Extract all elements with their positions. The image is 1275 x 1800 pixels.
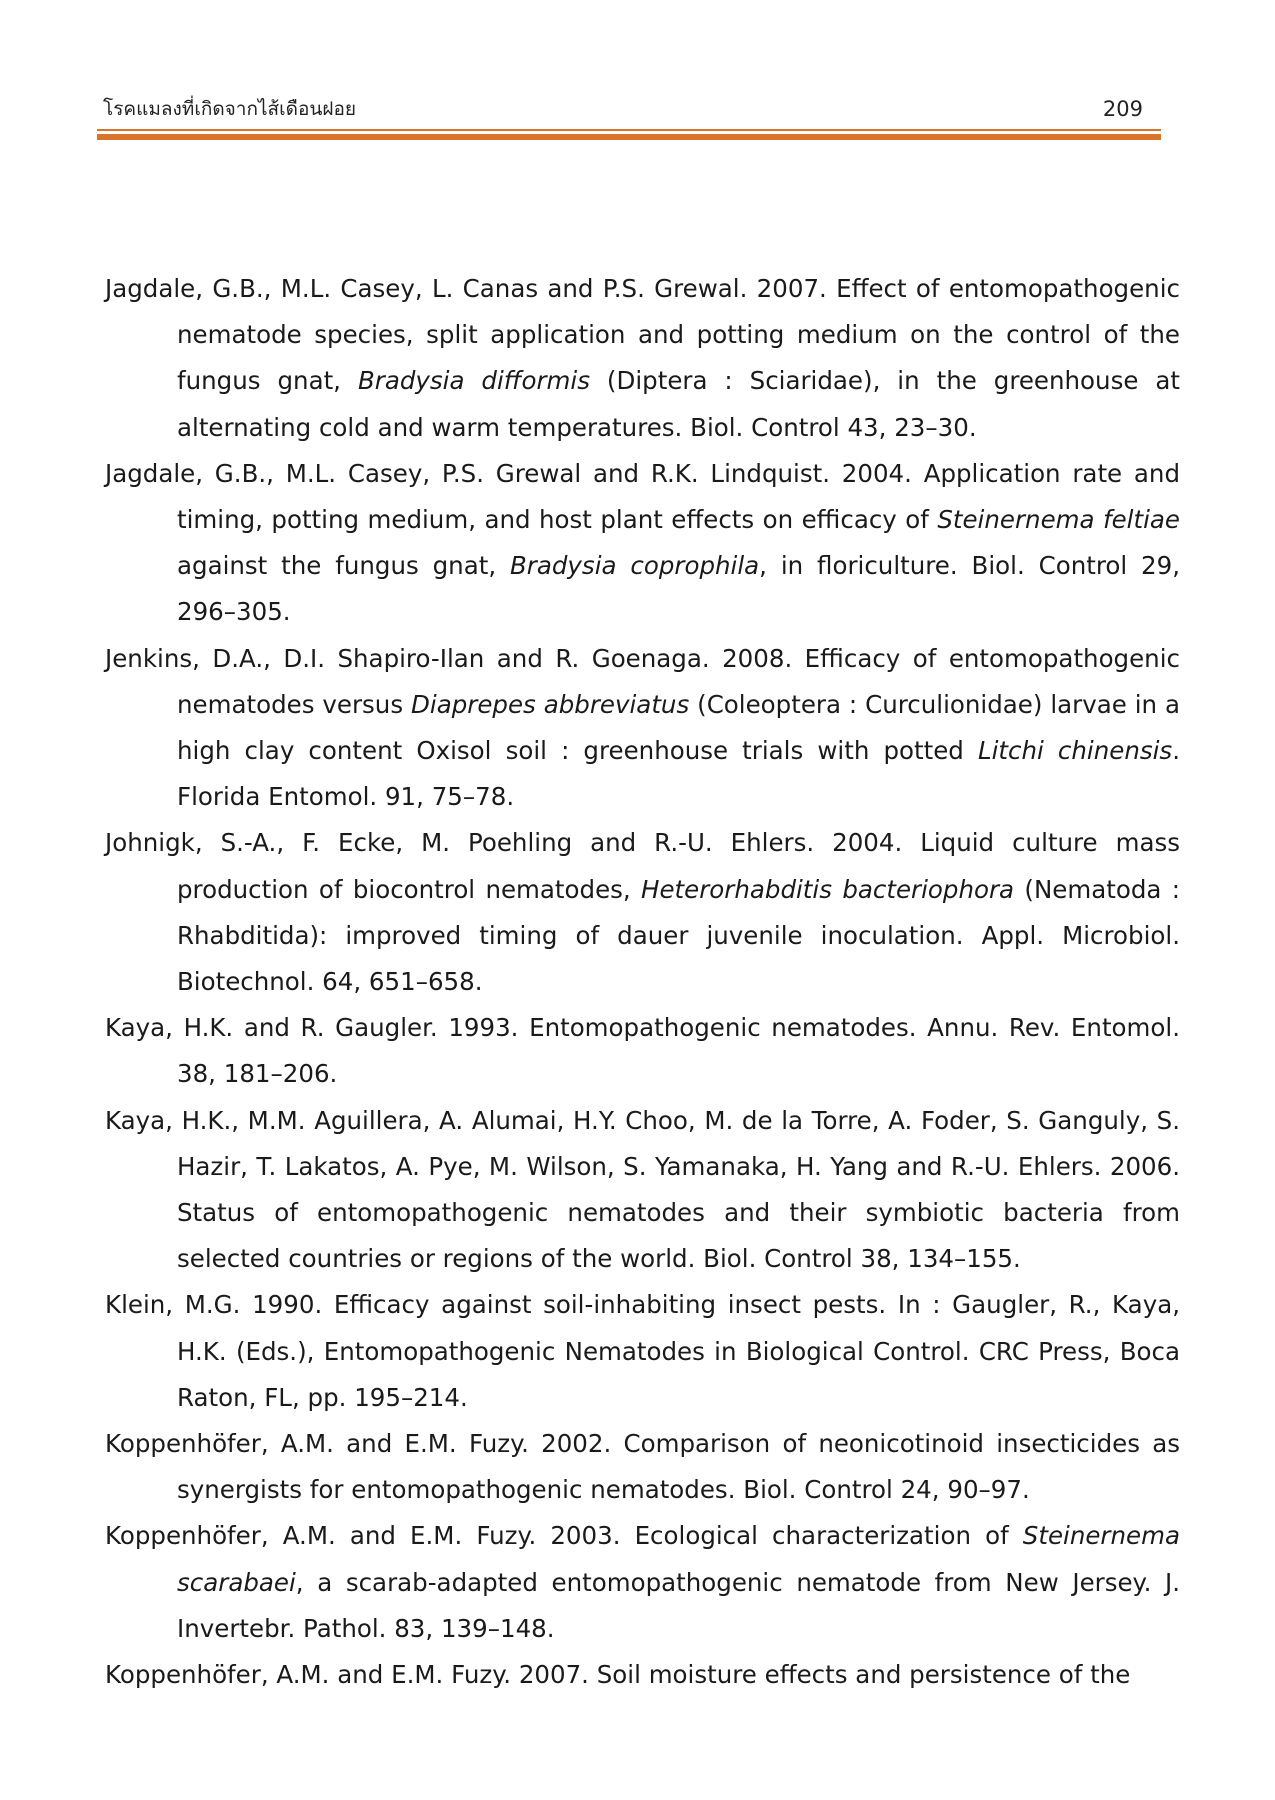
reference-entry <box>105 1652 1180 1698</box>
reference-entry <box>105 1005 1180 1097</box>
running-title: โรคแมลงที่เกิดจากไส้เดือนฝอย <box>103 98 357 120</box>
species-name: Bradysia coprophila <box>509 551 760 581</box>
reference-entry <box>105 1282 1180 1421</box>
page-number: 209 <box>1102 97 1143 121</box>
running-header <box>103 95 1143 127</box>
reference-text: (Diptera : Sciaridae), in the greenhouse at alternating cold and warm temperatures. Biol. Control 43, 23–30. <box>177 366 1180 442</box>
reference-text: , a scarab-adapted entomopathogenic nematode from New Jersey. J. Invertebr. Pathol. 83, 139–148. <box>177 1567 1180 1643</box>
reference-list <box>105 266 1180 1698</box>
reference-text: Jagdale, G.B., M.L. Casey, L. Canas and P.S. Grewal. 2007. Effect of entomopathogenic nematode species, split application and potting medium on the control of the fungus gnat, <box>105 274 1180 396</box>
species-name: Steinernema scarabaei <box>177 1521 1180 1597</box>
species-name: Diaprepes abbreviatus <box>411 689 690 719</box>
reference-entry <box>105 266 1180 451</box>
reference-entry <box>105 1098 1180 1283</box>
reference-text: Koppenhöfer, A.M. and E.M. Fuzy. 2003. Ecological characterization of <box>105 1521 1023 1551</box>
reference-text: Jagdale, G.B., M.L. Casey, P.S. Grewal and R.K. Lindquist. 2004. Application rate and timing, potting medium, and host plant effects on efficacy of <box>105 458 1180 535</box>
reference-text: (Nematoda : Rhabditida): improved timing of dauer juvenile inoculation. Appl. Microbiol. Biotechnol. 64, 651–658. <box>177 874 1180 997</box>
reference-text: Johnigk, S.-A., F. Ecke, M. Poehling and R.-U. Ehlers. 2004. Liquid culture mass production of biocontrol nematodes, <box>105 828 1180 904</box>
reference-text: Kaya, H.K., M.M. Aguillera, A. Alumai, H.Y. Choo, M. de la Torre, A. Foder, S. Ganguly, S. Hazir, T. Lakatos, A. Pye, M. Wilson, S. Yamanaka, H. Yang and R.-U. Ehlers. 2006. Status of entomopathogenic nematodes and their symbiotic bacteria from selected countries or regions of the world. Biol. Control 38, 134–155. <box>105 1105 1180 1274</box>
reference-text: Koppenhöfer, A.M. and E.M. Fuzy. 2002. Comparison of neonicotinoid insecticides as synergists for entomopathogenic nematodes. Biol. Control 24, 90–97. <box>105 1429 1180 1505</box>
species-name: Heterorhabditis bacteriophora <box>641 874 1015 904</box>
reference-entry <box>105 820 1180 1005</box>
reference-entry <box>105 1513 1180 1652</box>
reference-entry <box>105 1421 1180 1513</box>
reference-text: Kaya, H.K. and R. Gaugler. 1993. Entomopathogenic nematodes. Annu. Rev. Entomol. 38, 181–206. <box>105 1013 1180 1089</box>
reference-text: against the fungus gnat, <box>177 551 510 581</box>
reference-text: . Florida Entomol. 91, 75–78. <box>177 736 1180 812</box>
reference-text: Jenkins, D.A., D.I. Shapiro-Ilan and R. Goenaga. 2008. Efficacy of entomopathogenic nematodes versus <box>105 643 1180 719</box>
species-name: Bradysia difformis <box>357 366 590 396</box>
species-name: Steinernema feltiae <box>937 505 1180 535</box>
header-rule-thin <box>97 129 1161 131</box>
species-name: Litchi chinensis <box>977 736 1173 766</box>
reference-text: Klein, M.G. 1990. Efficacy against soil-inhabiting insect pests. In : Gaugler, R., Kaya, H.K. (Eds.), Entomopathogenic Nematodes in Biological Control. CRC Press, Boca Raton, FL, pp. 195–214. <box>105 1290 1180 1412</box>
reference-text: , in floriculture. Biol. Control 29, 296–305. <box>177 551 1180 627</box>
reference-entry <box>105 636 1180 821</box>
reference-text: (Coleoptera : Curculionidae) larvae in a high clay content Oxisol soil : greenhouse trials with potted <box>177 689 1181 766</box>
reference-entry <box>105 451 1180 636</box>
reference-text: Koppenhöfer, A.M. and E.M. Fuzy. 2007. Soil moisture effects and persistence of the <box>105 1660 1131 1690</box>
header-rule-thick <box>97 134 1161 140</box>
